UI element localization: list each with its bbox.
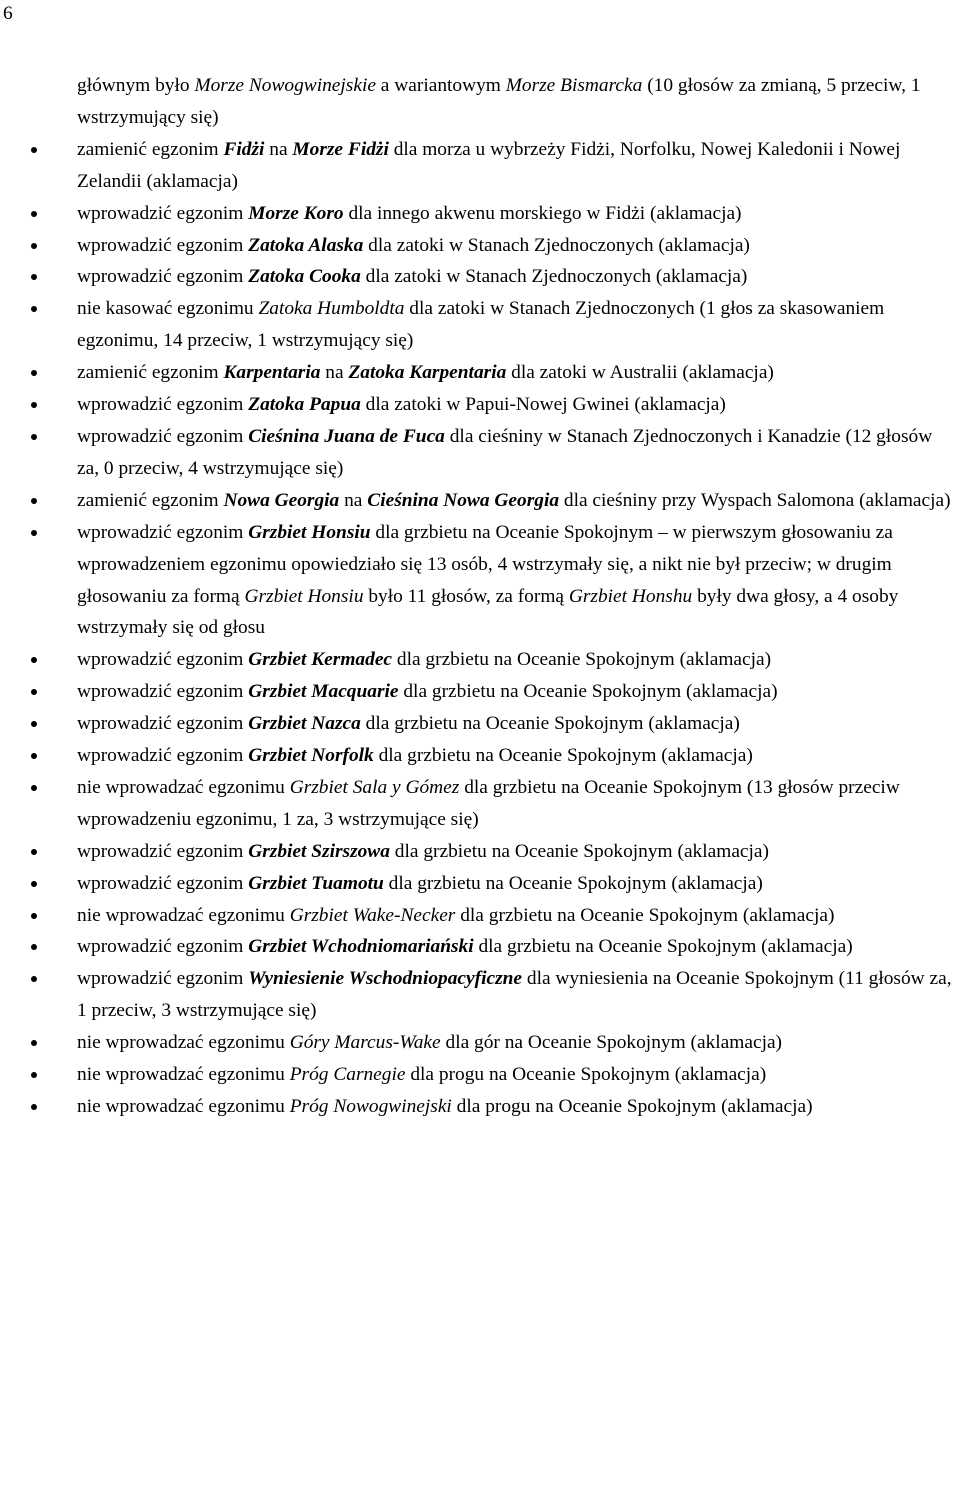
exonym-name: Grzbiet Nazca [248, 713, 361, 735]
item-text: było 11 głosów, za formą [363, 585, 569, 607]
exonym-name: Grzbiet Szirszowa [248, 840, 390, 862]
exonym-name: Grzbiet Tuamotu [248, 872, 384, 894]
item-text: dla grzbietu na Oceanie Spokojnym (aklamacja) [473, 936, 853, 958]
exonym-name: Grzbiet Sala y Gómez [289, 776, 460, 798]
exonym-name: Wyniesienie Wschodniopacyficzne [248, 968, 523, 990]
list-item [0, 900, 960, 932]
item-text: wprowadzić egzonim [77, 745, 249, 767]
exonym-name: Grzbiet Wchodniomariański [248, 936, 474, 958]
list-item [0, 676, 960, 708]
exonym-name: Grzbiet Kermadec [248, 649, 393, 671]
list-item [0, 740, 960, 772]
list-item [0, 134, 960, 198]
bullet-icon [31, 785, 37, 791]
exonym-name: Grzbiet Macquarie [248, 681, 399, 703]
list-item [0, 868, 960, 900]
item-text: (10 głosów za zmianą, 5 przeciw, 1 wstrzymujący się) [77, 75, 921, 128]
item-text: a wariantowym [375, 75, 506, 96]
list-item [0, 261, 960, 293]
list-item [0, 293, 960, 357]
exonym-name: Grzbiet Honsiu [244, 585, 364, 607]
exonym-name: Fidżi [223, 138, 265, 160]
exonym-name: Morze Bismarcka [505, 75, 643, 96]
bullet-icon [31, 434, 37, 440]
list-item [0, 230, 960, 262]
item-text: wprowadzić egzonim [77, 394, 249, 416]
bullet-icon [31, 657, 37, 663]
item-text: zamienić egzonim [77, 362, 224, 384]
item-text: wprowadzić egzonim [77, 234, 249, 256]
bullet-icon [31, 1072, 37, 1078]
item-text: wprowadzić egzonim [77, 649, 249, 671]
item-text: zamienić egzonim [77, 489, 224, 511]
item-text: dla grzbietu na Oceanie Spokojnym (13 głosów przeciw wprowadzeniu egzonimu, 1 za, 3 wstrzymujące się) [77, 776, 900, 830]
item-text: były dwa głosy, a 4 osoby wstrzymały się od głosu [77, 585, 899, 639]
list-item [0, 198, 960, 230]
list-item [0, 1059, 960, 1091]
item-text: dla progu na Oceanie Spokojnym (aklamacja) [451, 1096, 813, 1117]
bullet-icon [31, 721, 37, 727]
exonym-name: Grzbiet Wake-Necker [289, 904, 456, 926]
list-item [0, 517, 960, 645]
bullet-icon [31, 1104, 37, 1110]
item-text: dla grzbietu na Oceanie Spokojnym – w pierwszym głosowaniu za wprowadzeniem egzonimu opowiedziało się 13 osób, 4 wstrzymały się, a nikt nie był przeciw; w drugim głosowaniu za formą [77, 521, 893, 607]
item-text: głównym było [77, 75, 195, 96]
resolution-list [0, 70, 960, 1123]
item-text: dla grzbietu na Oceanie Spokojnym (aklamacja) [373, 745, 753, 767]
item-text: wprowadzić egzonim [77, 521, 249, 543]
bullet-icon [31, 402, 37, 408]
list-item [0, 708, 960, 740]
bullet-icon [31, 243, 37, 249]
bullet-icon [31, 274, 37, 280]
item-text: zamienić egzonim [77, 138, 224, 160]
list-item [0, 1091, 960, 1123]
item-text: wprowadzić egzonim [77, 681, 249, 703]
bullet-icon [31, 913, 37, 919]
item-text: dla wyniesienia na Oceanie Spokojnym (11 głosów za, 1 przeciw, 3 wstrzymujące się) [77, 968, 952, 1022]
item-text: dla cieśniny w Stanach Zjednoczonych i Kanadzie (12 głosów za, 0 przeciw, 4 wstrzymujące się) [77, 425, 933, 479]
item-text: nie kasować egzonimu [77, 298, 259, 320]
item-text: wprowadzić egzonim [77, 266, 249, 288]
list-item [0, 836, 960, 868]
exonym-name: Zatoka Karpentaria [348, 362, 507, 384]
exonym-name: Karpentaria [223, 362, 321, 384]
item-text: na [320, 362, 349, 384]
exonym-name: Zatoka Alaska [248, 234, 364, 256]
exonym-name: Zatoka Humboldta [258, 298, 405, 320]
item-text: wprowadzić egzonim [77, 872, 249, 894]
list-item [0, 485, 960, 517]
bullet-icon [31, 498, 37, 504]
item-text: wprowadzić egzonim [77, 936, 249, 958]
exonym-name: Morze Fidżi [292, 138, 389, 160]
item-text: dla grzbietu na Oceanie Spokojnym (aklamacja) [360, 713, 740, 735]
item-text: dla gór na Oceanie Spokojnym (aklamacja) [440, 1032, 783, 1054]
bullet-icon [31, 370, 37, 376]
exonym-name: Góry Marcus-Wake [289, 1032, 441, 1054]
list-item [0, 1027, 960, 1059]
bullet-icon [31, 147, 37, 153]
bullet-icon [31, 976, 37, 982]
bullet-icon [31, 689, 37, 695]
bullet-icon [31, 753, 37, 759]
exonym-name: Próg Nowogwinejski [289, 1096, 452, 1117]
item-text: nie wprowadzać egzonimu [77, 1064, 290, 1086]
item-text: dla innego akwenu morskiego w Fidżi (aklamacja) [343, 202, 742, 224]
item-text: wprowadzić egzonim [77, 425, 249, 447]
item-text: dla progu na Oceanie Spokojnym (aklamacja) [405, 1064, 767, 1086]
exonym-name: Zatoka Cooka [248, 266, 361, 288]
bullet-icon [31, 530, 37, 536]
item-text: dla grzbietu na Oceanie Spokojnym (aklamacja) [383, 872, 763, 894]
page-number: 6 [3, 3, 13, 24]
bullet-icon [31, 306, 37, 312]
item-text: dla zatoki w Australii (aklamacja) [506, 362, 774, 384]
item-text: dla zatoki w Stanach Zjednoczonych (1 głos za skasowaniem egzonimu, 14 przeciw, 1 wstrzymujący się) [77, 298, 885, 352]
exonym-name: Morze Koro [248, 202, 344, 224]
bullet-icon [31, 944, 37, 950]
bullet-icon [31, 211, 37, 217]
item-text: dla grzbietu na Oceanie Spokojnym (aklamacja) [392, 649, 772, 671]
item-text: na [339, 489, 368, 511]
bullet-icon [31, 849, 37, 855]
exonym-name: Grzbiet Norfolk [248, 745, 374, 767]
item-text: wprowadzić egzonim [77, 202, 249, 224]
list-item [0, 963, 960, 1027]
list-item [0, 931, 960, 963]
exonym-name: Cieśnina Nowa Georgia [367, 489, 560, 511]
item-text: dla cieśniny przy Wyspach Salomona (aklamacja) [559, 489, 951, 511]
item-text: nie wprowadzać egzonimu [77, 1032, 290, 1054]
exonym-name: Nowa Georgia [223, 489, 340, 511]
exonym-name: Cieśnina Juana de Fuca [248, 425, 445, 447]
exonym-name: Grzbiet Honsiu [248, 521, 371, 543]
list-item [0, 644, 960, 676]
list-item [0, 772, 960, 836]
item-text: dla zatoki w Stanach Zjednoczonych (aklamacja) [363, 234, 750, 256]
item-text: dla grzbietu na Oceanie Spokojnym (aklamacja) [398, 681, 778, 703]
item-text: dla grzbietu na Oceanie Spokojnym (aklamacja) [389, 840, 769, 862]
item-text: nie wprowadzać egzonimu [77, 776, 290, 798]
item-text: wprowadzić egzonim [77, 713, 249, 735]
continuation-paragraph [0, 70, 960, 134]
list-item [0, 421, 960, 485]
item-text: wprowadzić egzonim [77, 840, 249, 862]
bullet-icon [31, 881, 37, 887]
exonym-name: Morze Nowogwinejskie [194, 75, 376, 96]
exonym-name: Próg Carnegie [289, 1064, 406, 1086]
exonym-name: Grzbiet Honshu [568, 585, 693, 607]
item-text: dla zatoki w Papui-Nowej Gwinei (aklamacja) [360, 394, 726, 416]
item-text: nie wprowadzać egzonimu [77, 1096, 290, 1117]
bullet-icon [31, 1040, 37, 1046]
list-item [0, 357, 960, 389]
item-text: dla zatoki w Stanach Zjednoczonych (aklamacja) [360, 266, 748, 288]
list-item [0, 389, 960, 421]
item-text: dla morza u wybrzeży Fidżi, Norfolku, Nowej Kaledonii i Nowej Zelandii (aklamacja) [77, 138, 901, 192]
item-text: nie wprowadzać egzonimu [77, 904, 290, 926]
item-text: wprowadzić egzonim [77, 968, 249, 990]
item-text: dla grzbietu na Oceanie Spokojnym (aklamacja) [455, 904, 835, 926]
item-text: na [264, 138, 293, 160]
exonym-name: Zatoka Papua [248, 394, 361, 416]
